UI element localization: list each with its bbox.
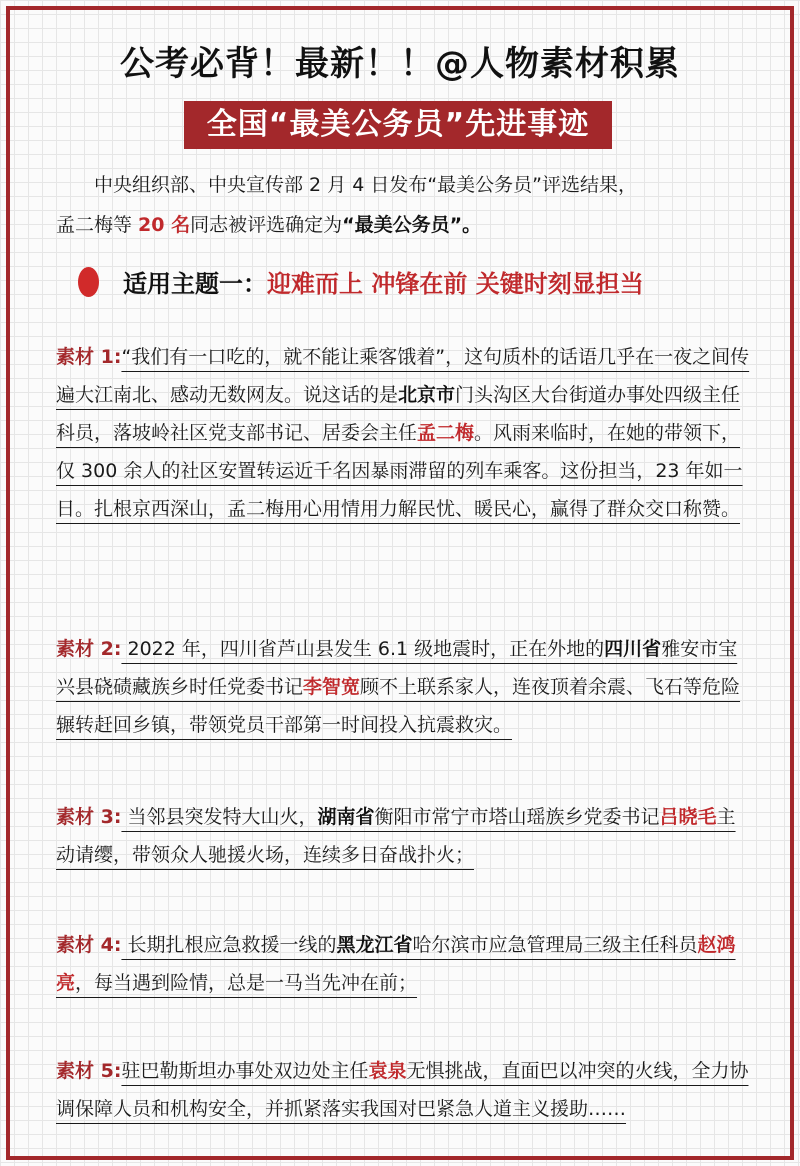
material-place: 黑龙江省 <box>336 934 413 956</box>
material-text: 驻巴勒斯坦办事处双边处主任 <box>121 1060 369 1082</box>
material-heading: 素材 4: <box>56 934 122 956</box>
red-dot-icon <box>78 267 99 297</box>
material-text: 无惧挑战，直面巴以冲突的火线，全力协调保障人员和机构安全，并抓紧落实我国对巴紧急人道主义援助…… <box>56 1060 749 1120</box>
theme-heading <box>78 264 644 299</box>
theme-label: 适用主题一： <box>123 270 267 298</box>
theme-description: 迎难而上 冲锋在前 关键时刻显担当 <box>267 270 644 298</box>
material-place: 四川省 <box>604 638 662 660</box>
page-title: 公考必背！最新！！@人物素材积累 <box>120 44 680 84</box>
material-3 <box>56 798 754 874</box>
material-text: 2022 年，四川省芦山县发生 6.1 级地震时，正在外地的 <box>121 638 605 660</box>
material-person: 吕晓毛 <box>659 806 717 828</box>
material-1 <box>56 338 754 528</box>
material-heading: 素材 1: <box>56 346 122 368</box>
material-place: 湖南省 <box>317 806 375 828</box>
material-body <box>56 934 736 994</box>
material-text: 顾不上联系家人，连夜顶着余震、飞石等危险辗转赶回乡镇，带领党员干部第一时间投入抗震救灾。 <box>56 676 741 736</box>
subtitle-banner: 全国“最美公务员”先进事迹 <box>184 101 612 149</box>
material-body <box>56 806 736 866</box>
intro-line-2 <box>56 205 744 245</box>
material-text: 雅安市宝兴县硗碛藏族乡时任党委书记 <box>56 638 738 698</box>
intro-line-1: 中央组织部、中央宣传部 2 月 4 日发布“最美公务员”评选结果， <box>94 174 638 196</box>
material-place: 北京市 <box>398 384 456 406</box>
material-2 <box>56 630 754 744</box>
material-text: 主动请缨，带领众人驰援火场，连续多日奋战扑火； <box>56 806 736 866</box>
material-person: 袁泉 <box>368 1060 407 1082</box>
intro-text-a: 孟二梅等 <box>56 214 139 236</box>
material-text: 衡阳市常宁市塔山瑶族乡党委书记 <box>374 806 660 828</box>
material-4 <box>56 926 754 1002</box>
material-text: 。风雨来临时，在她的带领下，仅 300 余人的社区安置转运近千名因暴雨滞留的列车乘客。这份担当，23 年如一日。扎根京西深山，孟二梅用心用情用力解民忧、暖民心，赢得了群众交口称赞。 <box>56 422 743 520</box>
material-body <box>56 638 740 736</box>
material-person: 孟二梅 <box>417 422 475 444</box>
material-text: ，每当遇到险情，总是一马当先冲在前； <box>75 972 418 994</box>
material-text: 长期扎根应急救援一线的 <box>121 934 337 956</box>
material-text: 当邻县突发特大山火， <box>121 806 318 828</box>
material-text: 哈尔滨市应急管理局三级主任科员 <box>412 934 698 956</box>
intro-text-b: 同志被评选确定为 <box>190 214 343 236</box>
material-text: 门头沟区大台街道办事处四级主任科员，落坡岭社区党支部书记、居委会主任 <box>56 384 741 444</box>
material-text: “我们有一口吃的，就不能让乘客饿着”，这句质朴的话语几乎在一夜之间传遍大江南北、感动无数网友。说这话的是 <box>56 346 750 406</box>
intro-count: 20 名 <box>138 214 191 236</box>
material-person: 赵鸿亮 <box>56 934 736 994</box>
material-person: 李智宽 <box>303 676 361 698</box>
material-5 <box>56 1052 754 1128</box>
material-heading: 素材 5: <box>56 1060 122 1082</box>
intro-paragraph <box>56 165 744 245</box>
material-heading: 素材 3: <box>56 806 122 828</box>
intro-award-name: “最美公务员”。 <box>342 214 482 236</box>
material-heading: 素材 2: <box>56 638 122 660</box>
material-body <box>56 346 749 520</box>
material-body <box>56 1060 748 1120</box>
